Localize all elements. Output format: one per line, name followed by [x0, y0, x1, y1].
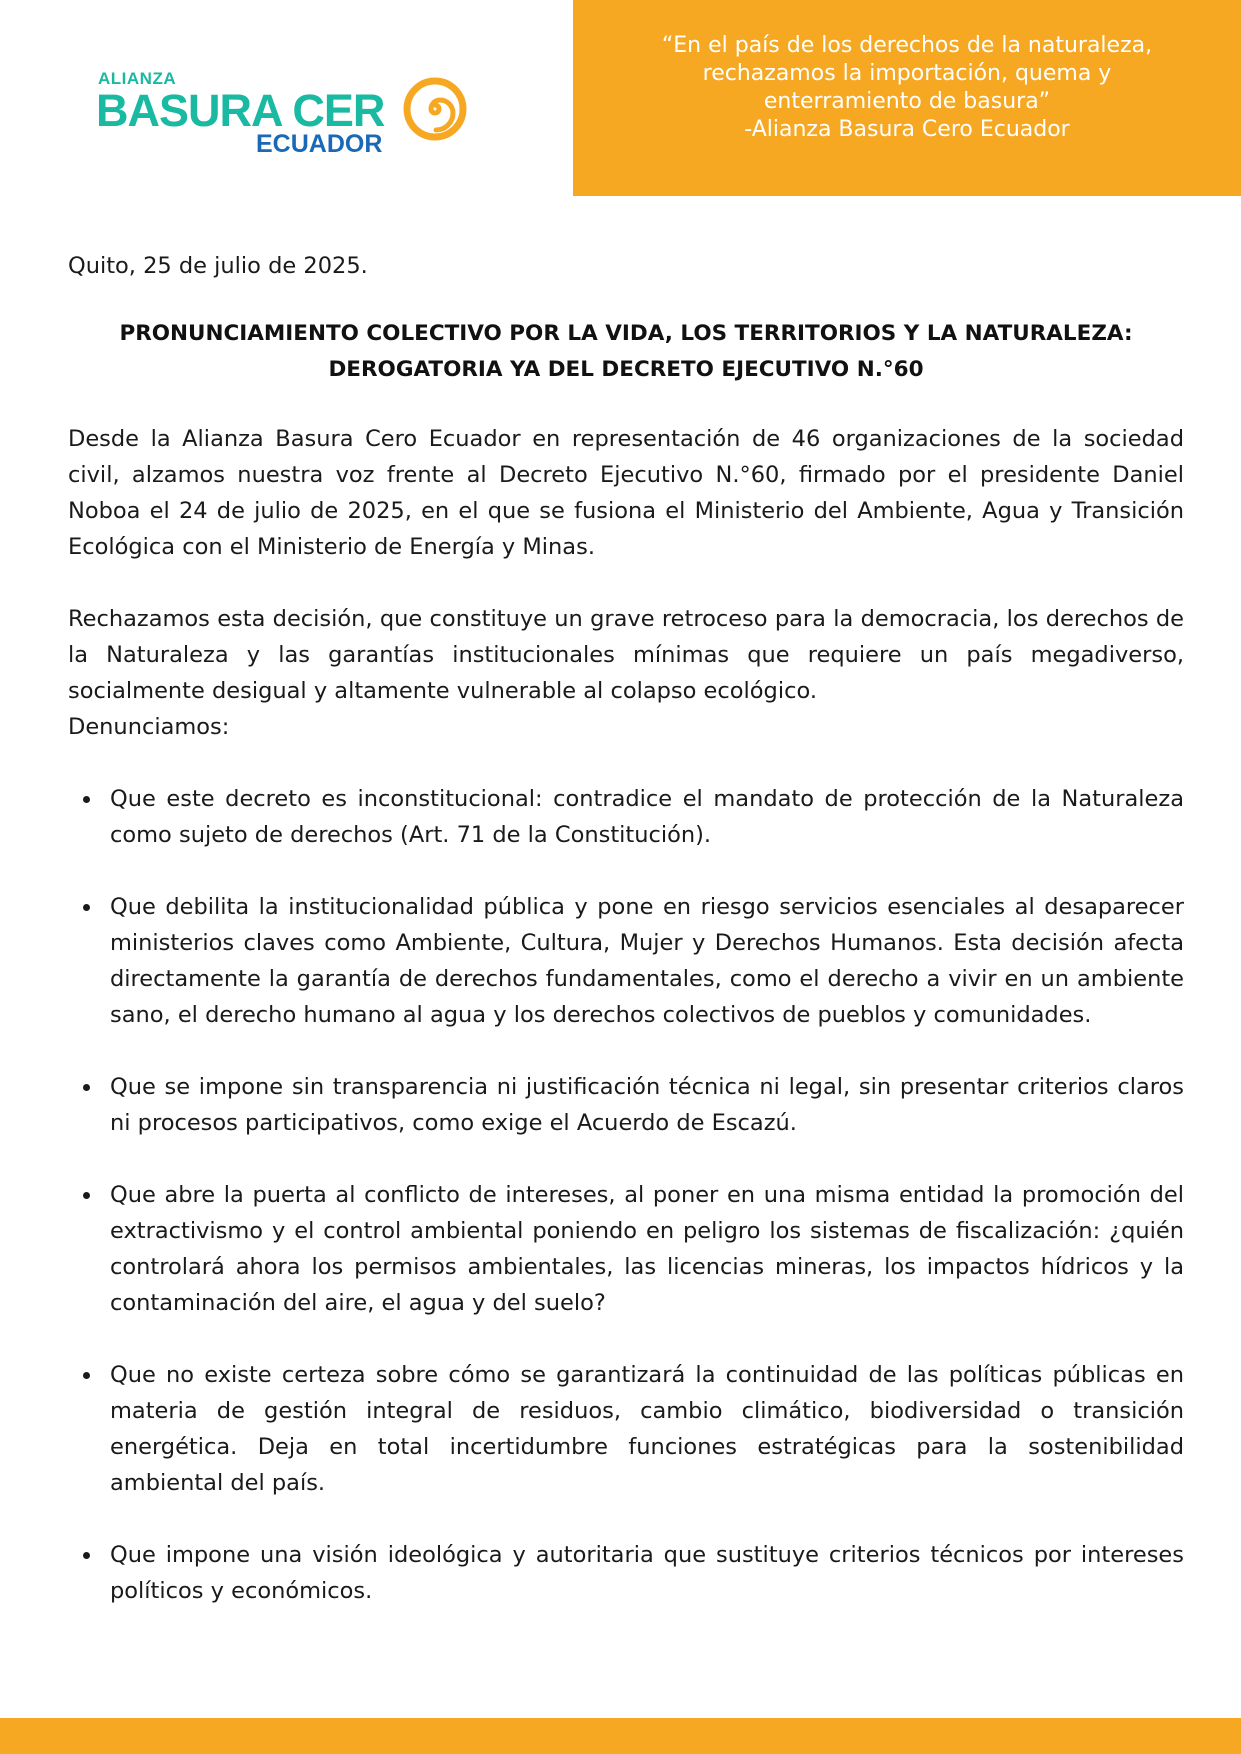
header-quote-box: [573, 0, 1241, 196]
list-item: [110, 1069, 1184, 1141]
logo-alianza-text: ALIANZA: [98, 69, 177, 88]
quote-line: “En el país de los derechos de la naturaleza,: [661, 33, 1153, 58]
list-item: [110, 1357, 1184, 1501]
quote-line: rechazamos la importación, quema y: [702, 61, 1112, 86]
rejection-paragraph: [68, 601, 1184, 745]
bullet-icon: [83, 904, 90, 911]
document-date: Quito, 25 de julio de 2025.: [68, 253, 368, 279]
list-item-text: Que no existe certeza sobre cómo se garantizará la continuidad de las políticas públicas en materia de gestión integral de residuos, cambio climático, biodiversidad o transición energética. Deja en total incertidumbre funciones estratégicas para la sostenibilidad ambiental del país.: [110, 1362, 1184, 1496]
bullet-icon: [83, 1192, 90, 1199]
list-item: [110, 1537, 1184, 1609]
list-item-text: Que este decreto es inconstitucional: contradice el mandato de protección de la Naturaleza como sujeto de derechos (Art. 71 de la Constitución).: [110, 786, 1184, 848]
footer-bar: [0, 1718, 1241, 1754]
list-item: [110, 781, 1184, 853]
list-item: [110, 889, 1184, 1033]
logo-basura-cero-text: BASURA CER: [96, 85, 385, 136]
bullet-icon: [83, 1372, 90, 1379]
bullet-icon: [83, 1084, 90, 1091]
list-item-text: Que se impone sin transparencia ni justificación técnica ni legal, sin presentar criterios claros ni procesos participativos, como exige el Acuerdo de Escazú.: [110, 1074, 1184, 1136]
denunciamos-label: Denunciamos:: [68, 714, 230, 740]
spiral-icon: [402, 76, 468, 142]
rejection-text: Rechazamos esta decisión, que constituye un grave retroceso para la democracia, los derechos de la Naturaleza y las garantías institucionales mínimas que requiere un país megadiverso, socialmente desigual y altamente vulnerable al colapso ecológico.: [68, 606, 1184, 704]
bullet-icon: [83, 796, 90, 803]
title-line: PRONUNCIAMIENTO COLECTIVO POR LA VIDA, LOS TERRITORIOS Y LA NATURALEZA:: [119, 321, 1133, 346]
title-line: DEROGATORIA YA DEL DECRETO EJECUTIVO N.°60: [328, 357, 924, 382]
logo-ecuador-text: ECUADOR: [256, 130, 383, 158]
organization-logo: [96, 66, 476, 166]
denuncia-list: [68, 781, 1184, 1609]
list-item-text: Que abre la puerta al conflicto de intereses, al poner en una misma entidad la promoción del extractivismo y el control ambiental poniendo en peligro los sistemas de fiscalización: ¿quién controlará ahora los permisos ambientales, las licencias mineras, los impactos hídricos y la contaminación del aire, el agua y del suelo?: [110, 1182, 1184, 1316]
intro-paragraph: Desde la Alianza Basura Cero Ecuador en representación de 46 organizaciones de la sociedad civil, alzamos nuestra voz frente al Decreto Ejecutivo N.°60, firmado por el presidente Daniel Noboa el 24 de julio de 2025, en el que se fusiona el Ministerio del Ambiente, Agua y Transición Ecológica con el Ministerio de Energía y Minas.: [68, 426, 1184, 560]
quote-line: enterramiento de basura”: [763, 89, 1051, 114]
list-item-text: Que debilita la institucionalidad pública y pone en riesgo servicios esenciales al desaparecer ministerios claves como Ambiente, Cultura, Mujer y Derechos Humanos. Esta decisión afecta directamente la garantía de derechos fundamentales, como el derecho a vivir en un ambiente sano, el derecho humano al agua y los derechos colectivos de pueblos y comunidades.: [110, 894, 1184, 1028]
list-item: [110, 1177, 1184, 1321]
list-item-text: Que impone una visión ideológica y autoritaria que sustituye criterios técnicos por intereses políticos y económicos.: [110, 1542, 1184, 1604]
bullet-icon: [83, 1552, 90, 1559]
document-body: [68, 248, 1184, 1645]
quote-attribution: -Alianza Basura Cero Ecuador: [744, 117, 1070, 142]
document-title: [68, 316, 1184, 388]
